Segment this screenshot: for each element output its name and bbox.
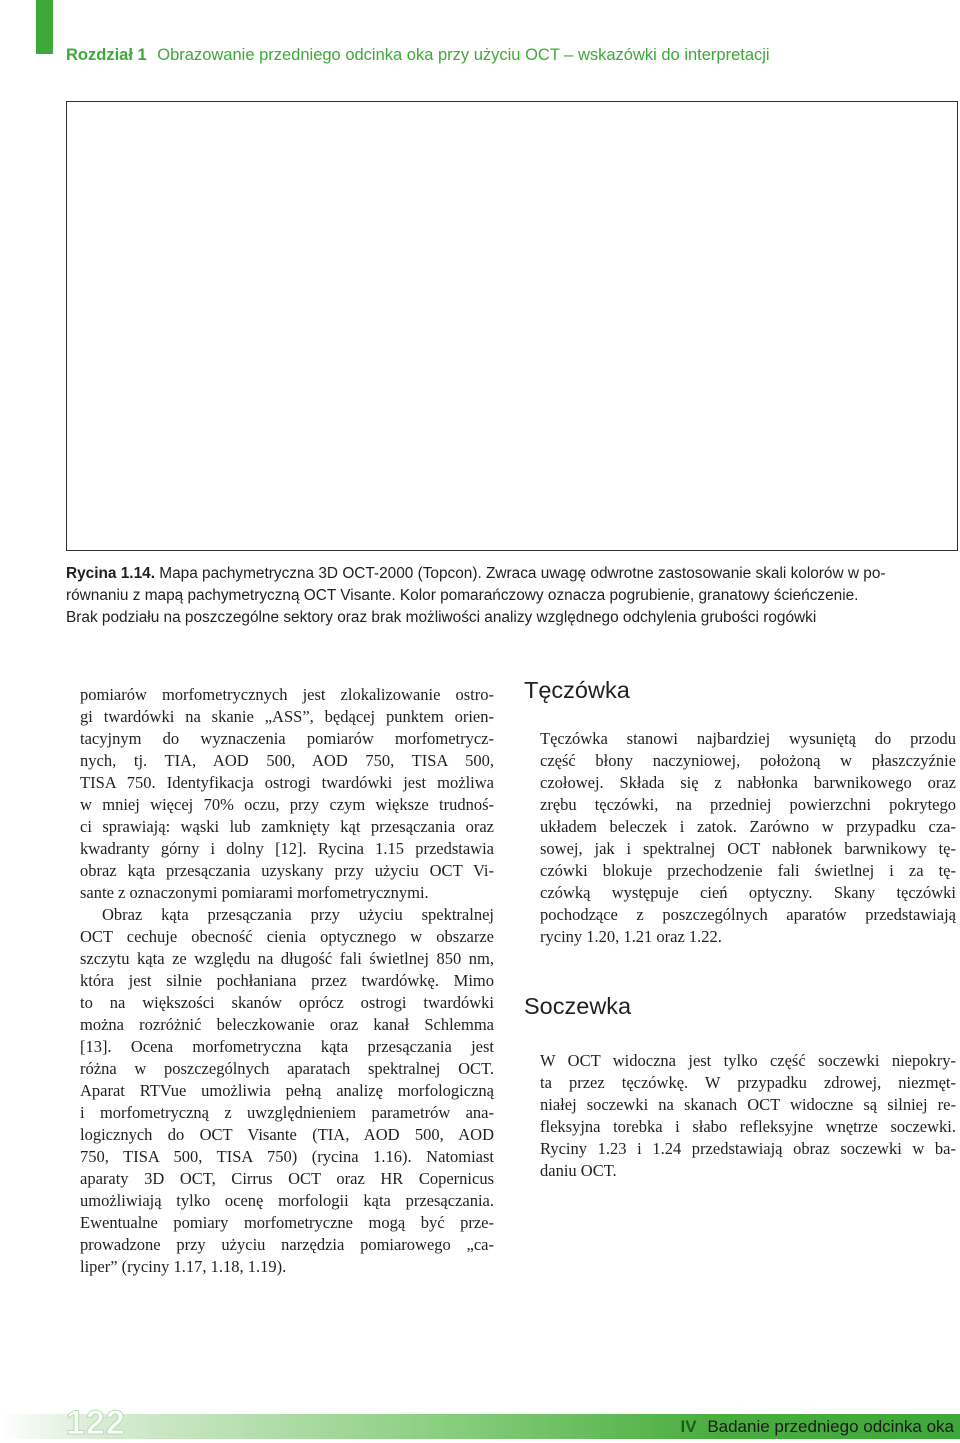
text-line: Tęczówka stanowi najbardziej wysuniętą do przodu	[540, 729, 956, 748]
text-line: szczytu kąta ze względu na długość fali świetlnej 850 nm,	[80, 949, 494, 968]
text-line: sante z oznaczonymi pomiarami morfometrycznymi.	[80, 883, 429, 902]
text-line: pomiarów morfometrycznych jest zlokalizowanie ostro-	[80, 685, 494, 704]
text-line: W OCT widoczna jest tylko część soczewki niepokry-	[540, 1051, 956, 1070]
text-line: sowej, jak i spektralnej OCT nabłonek barwnikowy tę-	[540, 839, 956, 858]
text-line: niałej soczewki na skanach OCT widoczne są silniej re-	[540, 1095, 956, 1114]
text-line: w mniej więcej 70% oczu, przy czym większe trudnoś-	[80, 795, 494, 814]
text-line: pochodzące z poszczególnych aparatów przedstawiają	[540, 905, 956, 924]
text-line: daniu OCT.	[540, 1161, 617, 1180]
text-line: logicznych do OCT Visante (TIA, AOD 500, AOD	[80, 1125, 494, 1144]
caption-line: Brak podziału na poszczególne sektory oraz brak możliwości analizy względnego odchylenia grubości rogówki	[66, 609, 817, 626]
text-line: obraz kąta przesączania uzyskany przy użyciu OCT Vi-	[80, 861, 494, 880]
paragraph	[80, 684, 494, 904]
text-line: prowadzone przy użyciu narzędzia pomiarowego „ca-	[80, 1235, 494, 1254]
chapter-tab-marker	[36, 0, 53, 54]
part-label: IV	[680, 1417, 697, 1436]
text-line: ryciny 1.20, 1.21 oraz 1.22.	[540, 927, 722, 946]
text-line: gi twardówki na skanie „ASS”, będącej punktem orien-	[80, 707, 494, 726]
text-line: czówką występuje cień optyczny. Skany tęczówki	[540, 883, 956, 902]
section-heading-soczewka: Soczewka	[524, 993, 632, 1019]
text-line: Aparat RTVue umożliwia pełną analizę morfologiczną	[80, 1081, 494, 1100]
text-line: różna w poszczególnych aparatach spektralnej OCT.	[80, 1059, 494, 1078]
text-line: Ryciny 1.23 i 1.24 przedstawiają obraz soczewki w ba-	[540, 1139, 956, 1158]
caption-label: Rycina 1.14.	[66, 565, 155, 582]
text-line: czołowej. Składa się z nabłonka barwnikowego oraz	[540, 773, 956, 792]
page-number: 122	[66, 1404, 126, 1442]
caption-line: Rycina 1.14. Mapa pachymetryczna 3D OCT-2000 (Topcon). Zwraca uwagę odwrotne zastosowanie skali kolorów w po-	[66, 565, 886, 582]
chapter-label: Rozdział 1	[66, 46, 147, 64]
text-line: tacyjnym do wyznaczenia pomiarów morfometrycz-	[80, 729, 494, 748]
text-line: Ewentualne pomiary morfometryczne mogą być prze-	[80, 1213, 494, 1232]
text-line: układem beleczek i zatok. Zarówno w przypadku cza-	[540, 817, 956, 836]
right-column-section1	[540, 728, 956, 948]
text-line: 750, TISA 500, TISA 750) (rycina 1.16). Natomiast	[80, 1147, 494, 1166]
caption-line: równaniu z mapą pachymetryczną OCT Visante. Kolor pomarańczowy oznacza pogrubienie, granatowy ścieńczenie.	[66, 587, 859, 604]
text-line: która jest silnie pochłaniana przez twardówkę. Mimo	[80, 971, 494, 990]
text-line: czówki blokuje przechodzenie fali świetlnej i za tę-	[540, 861, 956, 880]
text-line: [13]. Ocena morfometryczna kąta przesączania jest	[80, 1037, 494, 1056]
paragraph	[540, 728, 956, 948]
text-line: to na większości skanów oprócz ostrogi twardówki	[80, 993, 494, 1012]
text-line: aparaty 3D OCT, Cirrus OCT oraz HR Copernicus	[80, 1169, 494, 1188]
text-line: zrębu tęczówki, na przedniej powierzchni pokrytego	[540, 795, 956, 814]
section-heading-teczowka: Tęczówka	[524, 677, 630, 703]
text-line: fleksyjna torebka i słabo refleksyjne wnętrze soczewki.	[540, 1117, 956, 1136]
running-header	[66, 46, 770, 65]
figure-caption	[66, 563, 959, 629]
text-line: część błony naczyniowej, położoną w płaszczyźnie	[540, 751, 956, 770]
text-line: liper” (ryciny 1.17, 1.18, 1.19).	[80, 1257, 287, 1276]
text-line: umożliwiają tylko ocenę morfologii kąta przesączania.	[80, 1191, 494, 1210]
text-line: nych, tj. TIA, AOD 500, AOD 750, TISA 500,	[80, 751, 494, 770]
text-line: ci sprawiają: wąski lub zamknięty kąt przesączania oraz	[80, 817, 494, 836]
text-line: ta przez tęczówkę. W przypadku zdrowej, niezmęt-	[540, 1073, 956, 1092]
right-column-section2	[540, 1050, 956, 1182]
figure-placeholder	[66, 101, 958, 551]
paragraph	[80, 904, 494, 1278]
text-line: OCT cechuje obecność cienia optycznego w obszarze	[80, 927, 494, 946]
part-title: Badanie przedniego odcinka oka	[707, 1417, 954, 1436]
chapter-title: Obrazowanie przedniego odcinka oka przy użyciu OCT – wskazówki do interpretacji	[157, 46, 770, 64]
text-line: Obraz kąta przesączania przy użyciu spektralnej	[102, 905, 494, 924]
text-line: kwadranty górny i dolny [12]. Rycina 1.15 przedstawia	[80, 839, 494, 858]
left-column	[80, 684, 494, 1278]
text-line: można rozróżnić beleczkowanie oraz kanał Schlemma	[80, 1015, 494, 1034]
paragraph	[540, 1050, 956, 1182]
text-line: TISA 750. Identyfikacja ostrogi twardówki jest możliwa	[80, 773, 494, 792]
footer-part-title	[681, 1414, 954, 1439]
text-line: i morfometryczną z uwzględnieniem parametrów ana-	[80, 1103, 494, 1122]
